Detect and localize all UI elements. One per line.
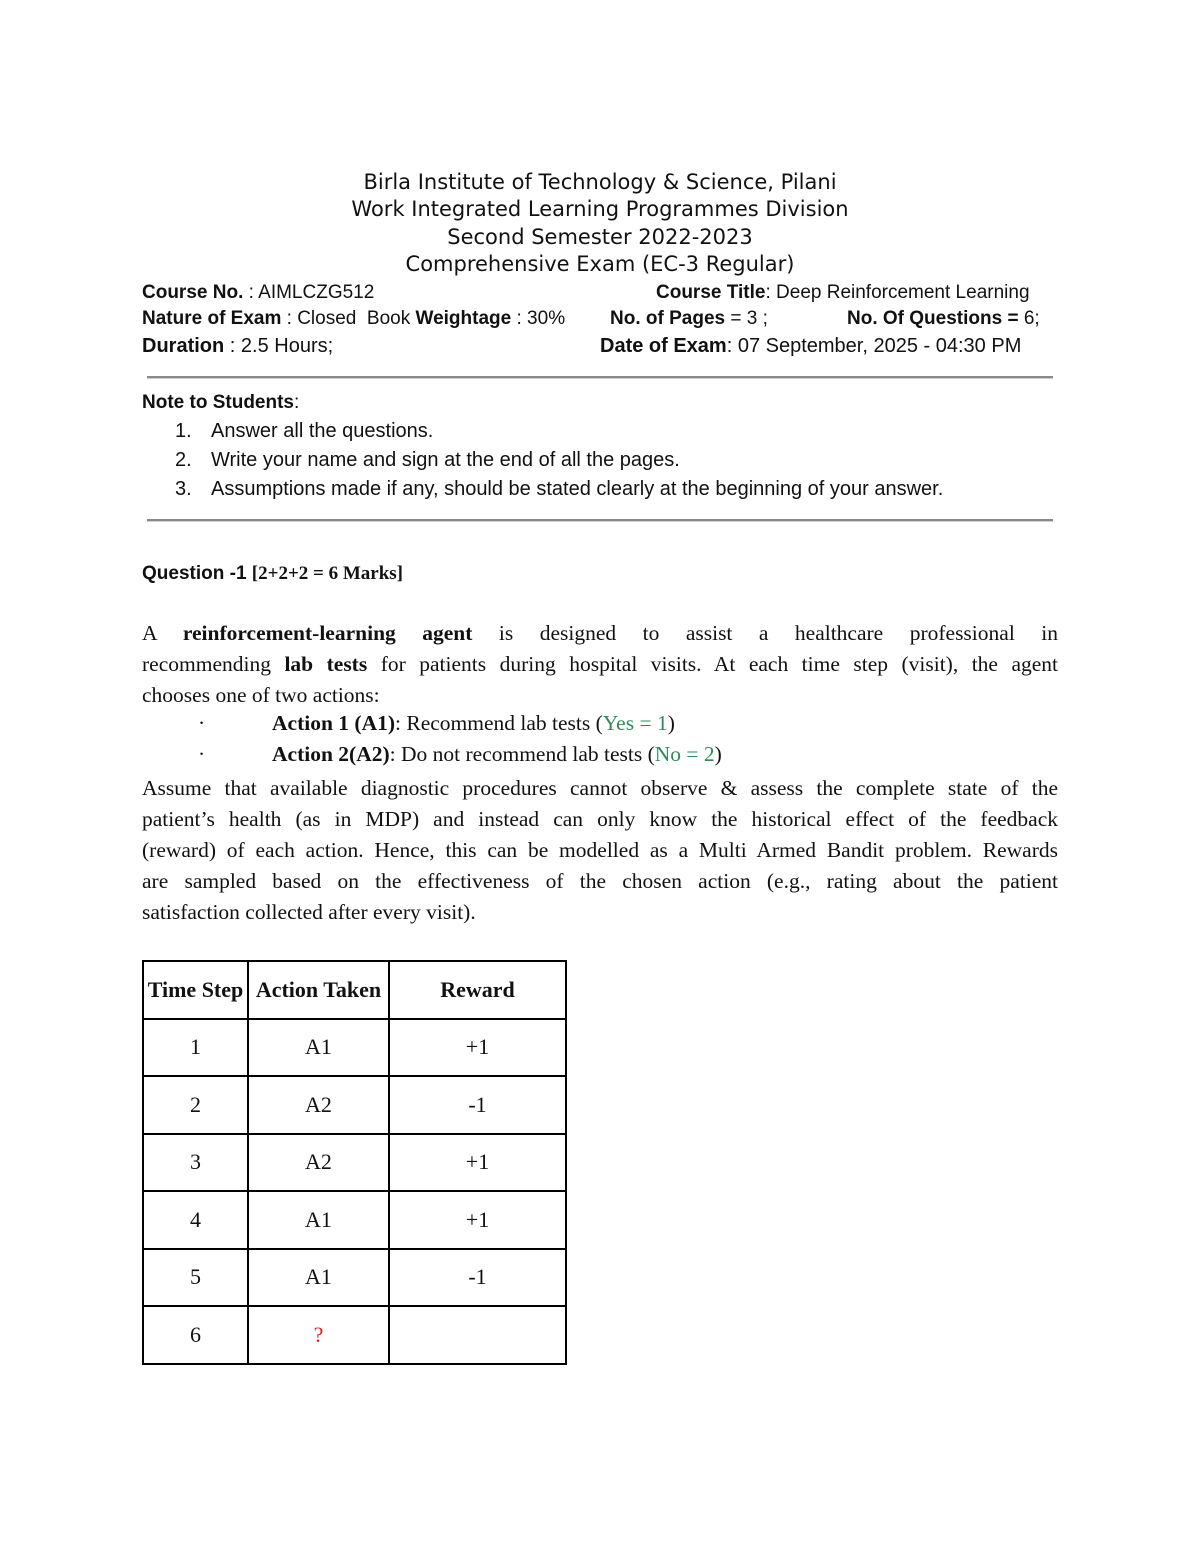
note-text: Assumptions made if any, should be stated clearly at the beginning of your answer. (211, 478, 944, 500)
date-label: Date of Exam (600, 335, 727, 357)
table-row (143, 1249, 566, 1307)
pages-value: = 3 ; (725, 308, 768, 329)
text: ) (667, 711, 675, 735)
cell-reward: +1 (389, 1191, 566, 1249)
duration (142, 335, 333, 358)
weightage-value: : 30% (511, 308, 566, 329)
cell-reward: -1 (389, 1076, 566, 1134)
cell-time-step: 2 (143, 1076, 248, 1134)
note-item (175, 449, 680, 472)
note-number: 2. (175, 449, 192, 471)
note-number: 1. (175, 420, 192, 442)
paragraph-line (142, 618, 1058, 649)
institute-name: Birla Institute of Technology & Science, Pilani (363, 170, 837, 194)
course-no-label: Course No. (142, 282, 244, 303)
semester: Second Semester 2022-2023 (447, 225, 753, 249)
course-title (656, 282, 1030, 304)
duration-value: : 2.5 Hours; (224, 335, 334, 357)
date-of-exam (600, 335, 1021, 358)
paragraph-line (142, 649, 1058, 680)
table-row (143, 1019, 566, 1077)
question-title (142, 563, 403, 585)
course-no-value: : AIMLCZG512 (243, 282, 375, 303)
weightage-label: Weightage (415, 308, 512, 329)
duration-label: Duration (142, 335, 225, 357)
question-label: Question -1 (142, 563, 252, 584)
text: recommending (142, 652, 285, 676)
cell-reward (389, 1306, 566, 1364)
question-marks: [2+2+2 = 6 Marks] (251, 563, 404, 584)
cell-action: A1 (248, 1019, 389, 1077)
nature-of-exam (142, 308, 565, 330)
bullet-dot: · (198, 742, 206, 766)
cell-reward: +1 (389, 1134, 566, 1192)
paragraph-line: chooses one of two actions: (142, 683, 380, 707)
cell-action: A2 (248, 1076, 389, 1134)
questions-label: No. Of Questions = (847, 308, 1024, 329)
table-row (143, 1134, 566, 1192)
bold-term: reinforcement-learning agent (182, 621, 473, 645)
text: is designed to assist a healthcare professional in (472, 621, 1058, 645)
action-label: Action 1 (A1) (272, 711, 396, 735)
divider-bottom (147, 519, 1053, 522)
course-title-value: : Deep Reinforcement Learning (765, 282, 1030, 303)
cell-time-step: 3 (143, 1134, 248, 1192)
cell-time-step: 4 (143, 1191, 248, 1249)
cell-time-step: 1 (143, 1019, 248, 1077)
nature-value: : Closed Book (281, 308, 416, 329)
column-header: Reward (389, 961, 566, 1019)
paragraph-line: patient’s health (as in MDP) and instead can only know the historical effect of the feedback (142, 807, 1058, 831)
paragraph-line: Assume that available diagnostic procedures cannot observe & assess the complete state of the (142, 776, 1058, 800)
note-item (175, 478, 943, 501)
action-item (272, 711, 675, 736)
bullet-dot: · (198, 711, 206, 735)
notes-title-colon: : (294, 392, 300, 413)
course-no (142, 282, 374, 304)
divider-top (147, 376, 1053, 379)
paragraph-line: are sampled based on the effectiveness of the chosen action (e.g., rating about the patient (142, 869, 1058, 893)
column-header: Time Step (143, 961, 248, 1019)
action-code: Yes = 1 (602, 711, 668, 735)
cell-action-unknown: ? (248, 1306, 389, 1364)
note-item (175, 420, 433, 443)
cell-reward: +1 (389, 1019, 566, 1077)
nature-label: Nature of Exam (142, 308, 282, 329)
cell-action: A2 (248, 1134, 389, 1192)
questions-value: 6; (1023, 308, 1040, 329)
paragraph-line: satisfaction collected after every visit). (142, 900, 476, 924)
text: for patients during hospital visits. At each time step (visit), the agent (367, 652, 1059, 676)
column-header: Action Taken (248, 961, 389, 1019)
text: A (142, 621, 183, 645)
exam-name: Comprehensive Exam (EC-3 Regular) (405, 252, 795, 276)
note-text: Answer all the questions. (211, 420, 434, 442)
text: ) (714, 742, 722, 766)
table-row (143, 1076, 566, 1134)
action-code: No = 2 (654, 742, 715, 766)
action-text: : Do not recommend lab tests ( (389, 742, 655, 766)
notes-title-text: Note to Students (142, 392, 294, 413)
note-text: Write your name and sign at the end of all the pages. (211, 449, 680, 471)
course-title-label: Course Title (656, 282, 766, 303)
action-item (272, 742, 722, 767)
table-row (143, 1191, 566, 1249)
no-of-pages (610, 308, 768, 330)
cell-time-step: 6 (143, 1306, 248, 1364)
date-value: : 07 September, 2025 - 04:30 PM (726, 335, 1022, 357)
no-of-questions (847, 308, 1040, 330)
cell-action: A1 (248, 1191, 389, 1249)
cell-reward: -1 (389, 1249, 566, 1307)
table-row (143, 1306, 566, 1364)
cell-time-step: 5 (143, 1249, 248, 1307)
table-header-row (143, 961, 566, 1019)
bold-term: lab tests (284, 652, 368, 676)
pages-label: No. of Pages (610, 308, 726, 329)
action-label: Action 2(A2) (272, 742, 390, 766)
paragraph-line: (reward) of each action. Hence, this can be modelled as a Multi Armed Bandit problem. Rewards (142, 838, 1058, 862)
note-number: 3. (175, 478, 192, 500)
bandit-history-table (142, 960, 567, 1365)
division-name: Work Integrated Learning Programmes Division (351, 197, 849, 221)
notes-title (142, 392, 299, 414)
cell-action: A1 (248, 1249, 389, 1307)
action-text: : Recommend lab tests ( (395, 711, 603, 735)
